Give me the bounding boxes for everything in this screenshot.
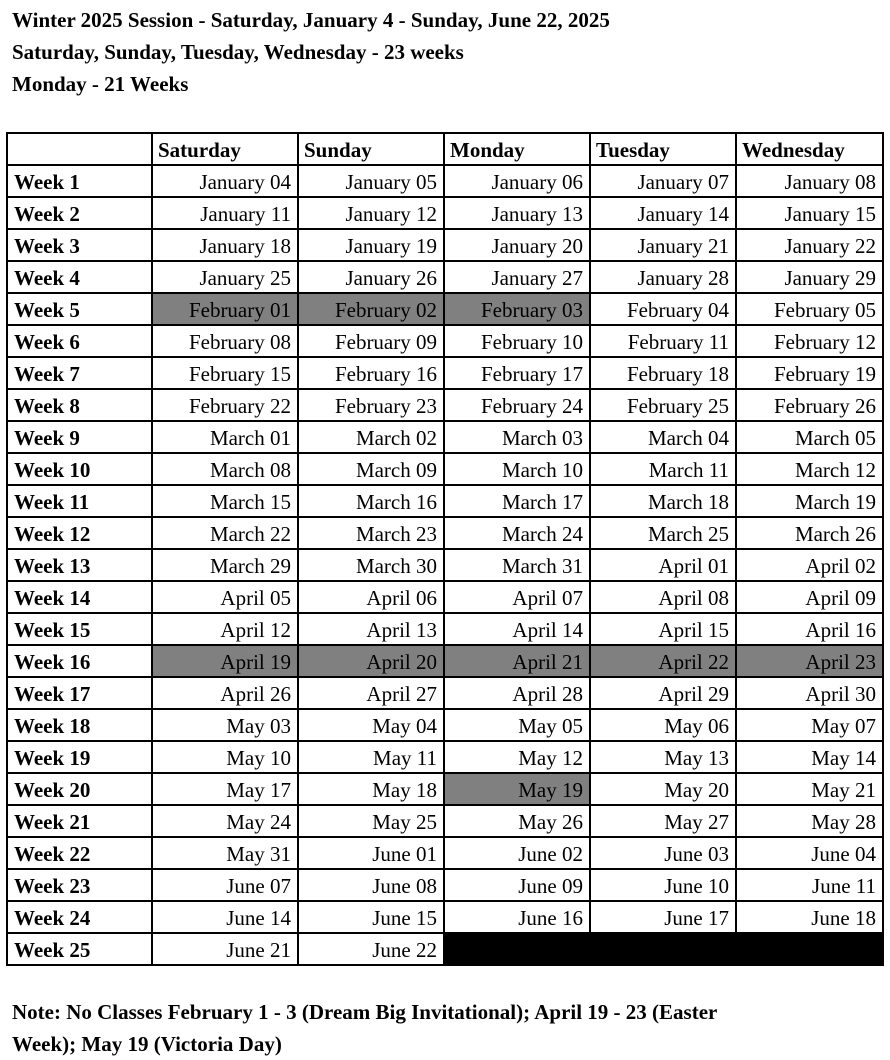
- table-row: [0, 198, 890, 230]
- date-cell: June 07: [153, 870, 299, 902]
- week-label: Week 18: [6, 710, 153, 742]
- date-cell: April 08: [591, 582, 737, 614]
- date-cell: April 14: [445, 614, 591, 646]
- date-cell: March 08: [153, 454, 299, 486]
- table-row: [0, 742, 890, 774]
- table-row: [0, 838, 890, 870]
- date-cell: April 30: [737, 678, 884, 710]
- date-cell: June 10: [591, 870, 737, 902]
- week-label: Week 11: [6, 486, 153, 518]
- date-cell: May 13: [591, 742, 737, 774]
- header-row-1: [0, 4, 890, 36]
- date-cell: March 19: [737, 486, 884, 518]
- note-line-2: Week); May 19 (Victoria Day): [12, 1032, 282, 1056]
- date-cell: April 15: [591, 614, 737, 646]
- week-label: Week 3: [6, 230, 153, 262]
- date-cell: June 17: [591, 902, 737, 934]
- table-row: [0, 390, 890, 422]
- column-header: Monday: [445, 134, 591, 166]
- week-label: Week 13: [6, 550, 153, 582]
- date-cell: March 16: [299, 486, 445, 518]
- date-cell: February 11: [591, 326, 737, 358]
- week-label: Week 5: [6, 294, 153, 326]
- date-cell: April 20: [299, 646, 445, 678]
- date-cell: May 07: [737, 710, 884, 742]
- date-cell: May 27: [591, 806, 737, 838]
- column-header: Sunday: [299, 134, 445, 166]
- date-cell: May 19: [445, 774, 591, 806]
- week-label: Week 6: [6, 326, 153, 358]
- date-cell: June 16: [445, 902, 591, 934]
- date-cell: February 08: [153, 326, 299, 358]
- date-cell: March 15: [153, 486, 299, 518]
- date-cell: March 01: [153, 422, 299, 454]
- table-row: [0, 518, 890, 550]
- date-cell: March 09: [299, 454, 445, 486]
- date-cell: May 21: [737, 774, 884, 806]
- table-row: [0, 678, 890, 710]
- date-cell: April 23: [737, 646, 884, 678]
- date-cell: April 29: [591, 678, 737, 710]
- date-cell: February 10: [445, 326, 591, 358]
- date-cell: February 19: [737, 358, 884, 390]
- table-row: [0, 710, 890, 742]
- date-cell: March 31: [445, 550, 591, 582]
- note-row-2: [0, 1028, 890, 1060]
- date-cell: January 06: [445, 166, 591, 198]
- date-cell: January 12: [299, 198, 445, 230]
- date-cell: January 19: [299, 230, 445, 262]
- date-cell: March 17: [445, 486, 591, 518]
- date-cell: June 09: [445, 870, 591, 902]
- date-cell: June 22: [299, 934, 445, 966]
- week-label: Week 21: [6, 806, 153, 838]
- table-row: [0, 454, 890, 486]
- date-cell: March 26: [737, 518, 884, 550]
- note-row-1: [0, 996, 890, 1028]
- date-cell: January 08: [737, 166, 884, 198]
- date-cell: February 16: [299, 358, 445, 390]
- date-cell: April 27: [299, 678, 445, 710]
- week-label: Week 9: [6, 422, 153, 454]
- date-cell: April 06: [299, 582, 445, 614]
- date-cell: January 07: [591, 166, 737, 198]
- date-cell: June 03: [591, 838, 737, 870]
- date-cell: January 27: [445, 262, 591, 294]
- date-cell: May 11: [299, 742, 445, 774]
- date-cell: April 19: [153, 646, 299, 678]
- date-cell: March 03: [445, 422, 591, 454]
- header-row-2: [0, 36, 890, 68]
- date-cell: January 14: [591, 198, 737, 230]
- date-cell: April 22: [591, 646, 737, 678]
- week-label: Week 12: [6, 518, 153, 550]
- date-cell: April 13: [299, 614, 445, 646]
- table-row: [0, 166, 890, 198]
- date-cell: June 11: [737, 870, 884, 902]
- date-cell: June 15: [299, 902, 445, 934]
- date-cell: April 26: [153, 678, 299, 710]
- weekend-weeks-line: Saturday, Sunday, Tuesday, Wednesday - 23 weeks: [12, 40, 464, 64]
- table-row: [0, 646, 890, 678]
- date-cell: March 12: [737, 454, 884, 486]
- date-cell: February 02: [299, 294, 445, 326]
- date-cell: January 18: [153, 230, 299, 262]
- table-row: [0, 486, 890, 518]
- column-header: Saturday: [153, 134, 299, 166]
- date-cell: April 02: [737, 550, 884, 582]
- date-cell: February 01: [153, 294, 299, 326]
- date-cell: March 18: [591, 486, 737, 518]
- date-cell: May 31: [153, 838, 299, 870]
- date-cell: June 14: [153, 902, 299, 934]
- date-cell: March 04: [591, 422, 737, 454]
- date-cell: April 09: [737, 582, 884, 614]
- date-cell: February 04: [591, 294, 737, 326]
- date-cell: February 03: [445, 294, 591, 326]
- table-row: [0, 902, 890, 934]
- date-cell: May 28: [737, 806, 884, 838]
- date-cell: February 25: [591, 390, 737, 422]
- week-label: Week 24: [6, 902, 153, 934]
- date-cell: May 10: [153, 742, 299, 774]
- week-label: Week 23: [6, 870, 153, 902]
- date-cell: May 25: [299, 806, 445, 838]
- table-row: [0, 550, 890, 582]
- date-cell: February 09: [299, 326, 445, 358]
- date-cell: April 12: [153, 614, 299, 646]
- week-label: Week 22: [6, 838, 153, 870]
- column-header: Tuesday: [591, 134, 737, 166]
- week-label: Week 7: [6, 358, 153, 390]
- date-cell: May 18: [299, 774, 445, 806]
- column-header: Wednesday: [737, 134, 884, 166]
- date-cell: May 26: [445, 806, 591, 838]
- table-row: [0, 934, 890, 966]
- note-line-1: Note: No Classes February 1 - 3 (Dream Big Invitational); April 19 - 23 (Easter: [12, 1000, 718, 1024]
- table-row: [0, 614, 890, 646]
- table-row: [0, 230, 890, 262]
- date-cell: May 12: [445, 742, 591, 774]
- date-cell: April 05: [153, 582, 299, 614]
- date-cell: January 28: [591, 262, 737, 294]
- week-label: Week 1: [6, 166, 153, 198]
- session-title: Winter 2025 Session - Saturday, January 4 - Sunday, June 22, 2025: [12, 8, 610, 32]
- week-label: Week 2: [6, 198, 153, 230]
- week-label: Week 20: [6, 774, 153, 806]
- date-cell: March 22: [153, 518, 299, 550]
- blacked-out-cells: [445, 934, 884, 966]
- date-cell: January 21: [591, 230, 737, 262]
- week-label: Week 15: [6, 614, 153, 646]
- date-cell: June 21: [153, 934, 299, 966]
- date-cell: May 03: [153, 710, 299, 742]
- date-cell: February 15: [153, 358, 299, 390]
- week-label: Week 4: [6, 262, 153, 294]
- date-cell: February 12: [737, 326, 884, 358]
- date-cell: June 02: [445, 838, 591, 870]
- date-cell: January 25: [153, 262, 299, 294]
- week-label: Week 16: [6, 646, 153, 678]
- date-cell: June 18: [737, 902, 884, 934]
- date-cell: May 06: [591, 710, 737, 742]
- date-cell: March 24: [445, 518, 591, 550]
- date-cell: February 24: [445, 390, 591, 422]
- monday-weeks-line: Monday - 21 Weeks: [12, 72, 189, 96]
- date-cell: March 29: [153, 550, 299, 582]
- date-cell: February 17: [445, 358, 591, 390]
- table-header-row: [0, 134, 890, 166]
- date-cell: January 29: [737, 262, 884, 294]
- date-cell: March 11: [591, 454, 737, 486]
- date-cell: May 05: [445, 710, 591, 742]
- date-cell: March 05: [737, 422, 884, 454]
- date-cell: May 17: [153, 774, 299, 806]
- date-cell: January 04: [153, 166, 299, 198]
- table-row: [0, 806, 890, 838]
- week-label: Week 25: [6, 934, 153, 966]
- corner-cell: [6, 134, 153, 166]
- date-cell: June 01: [299, 838, 445, 870]
- date-cell: January 05: [299, 166, 445, 198]
- date-cell: April 28: [445, 678, 591, 710]
- date-cell: January 15: [737, 198, 884, 230]
- date-cell: March 10: [445, 454, 591, 486]
- date-cell: February 22: [153, 390, 299, 422]
- table-row: [0, 262, 890, 294]
- date-cell: April 16: [737, 614, 884, 646]
- date-cell: April 07: [445, 582, 591, 614]
- date-cell: January 20: [445, 230, 591, 262]
- week-label: Week 19: [6, 742, 153, 774]
- date-cell: March 23: [299, 518, 445, 550]
- date-cell: April 21: [445, 646, 591, 678]
- week-label: Week 17: [6, 678, 153, 710]
- date-cell: February 26: [737, 390, 884, 422]
- week-label: Week 8: [6, 390, 153, 422]
- week-label: Week 14: [6, 582, 153, 614]
- table-row: [0, 358, 890, 390]
- date-cell: January 11: [153, 198, 299, 230]
- date-cell: March 02: [299, 422, 445, 454]
- table-row: [0, 294, 890, 326]
- date-cell: May 20: [591, 774, 737, 806]
- table-row: [0, 774, 890, 806]
- date-cell: May 24: [153, 806, 299, 838]
- table-row: [0, 422, 890, 454]
- date-cell: February 23: [299, 390, 445, 422]
- date-cell: March 30: [299, 550, 445, 582]
- date-cell: May 04: [299, 710, 445, 742]
- table-row: [0, 582, 890, 614]
- table-row: [0, 870, 890, 902]
- date-cell: March 25: [591, 518, 737, 550]
- table-row: [0, 326, 890, 358]
- header-row-3: [0, 68, 890, 100]
- date-cell: February 05: [737, 294, 884, 326]
- date-cell: June 04: [737, 838, 884, 870]
- date-cell: February 18: [591, 358, 737, 390]
- week-label: Week 10: [6, 454, 153, 486]
- date-cell: January 26: [299, 262, 445, 294]
- date-cell: April 01: [591, 550, 737, 582]
- date-cell: January 22: [737, 230, 884, 262]
- date-cell: June 08: [299, 870, 445, 902]
- date-cell: January 13: [445, 198, 591, 230]
- date-cell: May 14: [737, 742, 884, 774]
